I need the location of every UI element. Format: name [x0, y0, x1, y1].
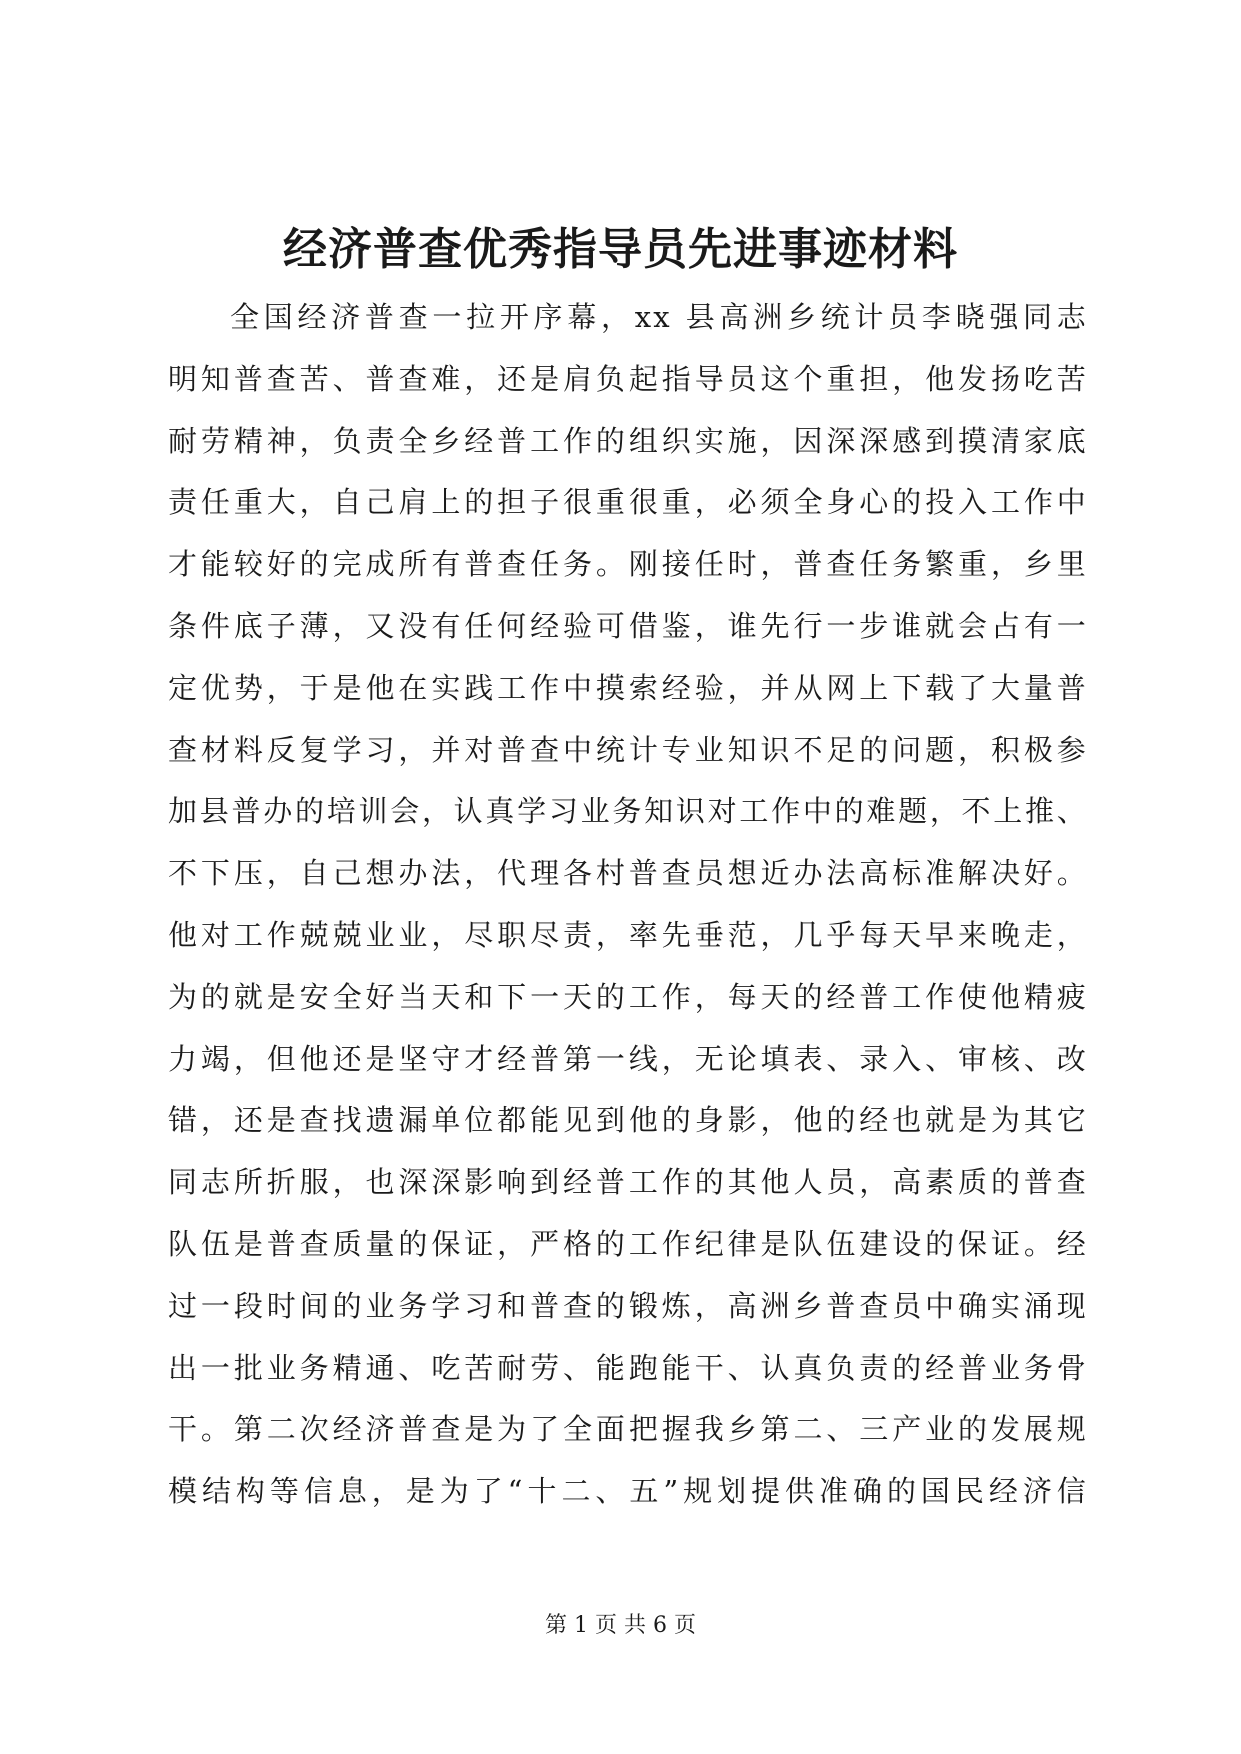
text-line: 为的就是安全好当天和下一天的工作，每天的经普工作使他精疲 [168, 979, 1088, 1014]
text-line: 全国经济普查一拉开序幕，xx 县高洲乡统计员李晓强同志 [230, 300, 1088, 334]
text-line: 责任重大，自己肩上的担子很重很重，必须全身心的投入工作中 [168, 485, 1088, 520]
text-line: 队伍是普查质量的保证，严格的工作纪律是队伍建设的保证。经 [168, 1226, 1088, 1261]
text-line: 过一段时间的业务学习和普查的锻炼，高洲乡普查员中确实涌现 [168, 1288, 1088, 1323]
text-line: 才能较好的完成所有普查任务。刚接任时，普查任务繁重，乡里 [168, 547, 1088, 582]
body-paragraph [168, 287, 1088, 1523]
text-line: 模结构等信息，是为了“十二、五”规划提供准确的国民经济信 [168, 1474, 1088, 1509]
text-line: 错，还是查找遗漏单位都能见到他的身影，他的经也就是为其它 [168, 1103, 1088, 1138]
text-line: 加县普办的培训会，认真学习业务知识对工作中的难题，不上推、 [168, 794, 1088, 829]
document-title: 经济普查优秀指导员先进事迹材料 [283, 224, 958, 275]
text-line: 耐劳精神，负责全乡经普工作的组织实施，因深深感到摸清家底 [168, 423, 1088, 458]
page-number-footer: 第 1 页 共 6 页 [545, 1613, 696, 1638]
text-line: 明知普查苦、普查难，还是肩负起指导员这个重担，他发扬吃苦 [168, 361, 1088, 396]
text-line: 不下压，自己想办法，代理各村普查员想近办法高标准解决好。 [168, 856, 1088, 891]
text-line: 定优势，于是他在实践工作中摸索经验，并从网上下载了大量普 [168, 670, 1088, 705]
text-line: 同志所折服，也深深影响到经普工作的其他人员，高素质的普查 [168, 1165, 1088, 1200]
text-line: 出一批业务精通、吃苦耐劳、能跑能干、认真负责的经普业务骨 [168, 1350, 1088, 1385]
text-line: 他对工作兢兢业业，尽职尽责，率先垂范，几乎每天早来晚走， [168, 917, 1088, 952]
text-line: 查材料反复学习，并对普查中统计专业知识不足的问题，积极参 [168, 732, 1088, 767]
text-line: 干。第二次经济普查是为了全面把握我乡第二、三产业的发展规 [168, 1412, 1088, 1447]
text-line: 条件底子薄，又没有任何经验可借鉴，谁先行一步谁就会占有一 [168, 608, 1088, 643]
text-line: 力竭，但他还是坚守才经普第一线，无论填表、录入、审核、改 [168, 1041, 1088, 1076]
